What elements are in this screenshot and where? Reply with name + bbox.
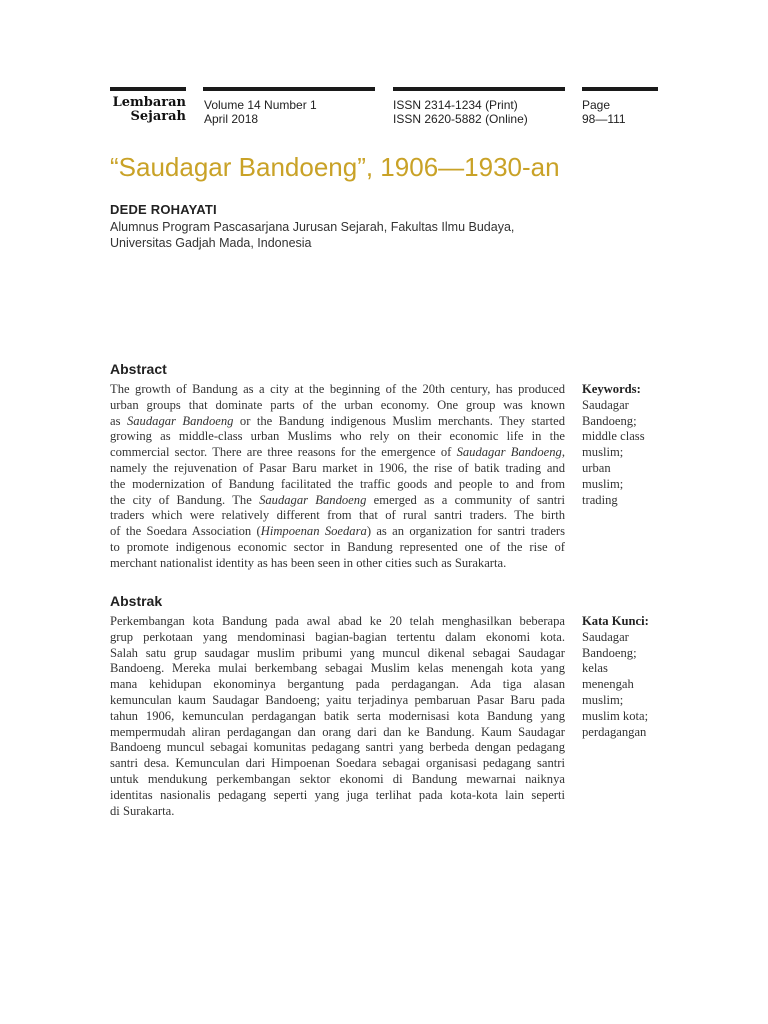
keyword-line: trading — [582, 492, 618, 507]
issn-info — [393, 98, 528, 126]
page-range: 98—111 — [582, 112, 626, 126]
abstract-line: untuk mendukung perkembangan sektor ekonomi di Bandung mewarnai naiknya — [110, 771, 565, 786]
affiliation-line: Universitas Gadjah Mada, Indonesia — [110, 235, 312, 250]
keyword-line: muslim; — [582, 476, 624, 491]
abstract-line: santri desa. Kemunculan dari Himpoenan Soedara sebagai organisasi pedagang santri — [110, 756, 565, 771]
keyword-line: urban — [582, 460, 611, 475]
page-label: Page — [582, 98, 611, 112]
keyword-line: middle class — [582, 429, 645, 444]
affiliation-line: Alumnus Program Pascasarjana Jurusan Sejarah, Fakultas Ilmu Budaya, — [110, 220, 515, 234]
abstract-line: as Saudagar Bandoeng or the Bandung indigenous Muslim merchants. They started — [110, 413, 565, 428]
abstract-line: urban groups that dominate parts of the urban economy. One group was known — [110, 397, 565, 412]
header-rule-page — [582, 87, 658, 91]
issn-print: ISSN 2314-1234 (Print) — [393, 98, 518, 112]
abstract-line: The growth of Bandung as a city at the beginning of the 20th century, has produced — [110, 382, 565, 396]
journal-logo-line2: Sejarah — [130, 109, 186, 124]
keyword-line: muslim; — [582, 445, 624, 460]
issue-date: April 2018 — [204, 112, 259, 126]
keyword-line: menengah — [582, 677, 634, 692]
abstract-line: kemunculan kaum Saudagar Bandoeng; yaitu terjadinya pembaruan Pasar Baru pada — [110, 692, 565, 707]
abstract-body — [110, 382, 565, 572]
abstract-line: mempermudah aliran perdagangan dan orang dari dan ke Bandung. Kaum Saudagar — [110, 724, 565, 739]
keyword-line: muslim kota; — [582, 708, 649, 723]
abstract-line: the city of Bandung. The Saudagar Bandoeng emerged as a community of santri — [110, 492, 565, 507]
abstrak-body — [110, 614, 565, 819]
abstract-line: namely the rejuvenation of Pasar Baru market in 1906, the rise of batik trading and — [110, 460, 565, 475]
header-rule-volume — [203, 87, 375, 91]
abstract-line: tahun 1906, kemunculan perdagangan batik serta modernisasi kota Bandung yang — [110, 708, 565, 723]
keyword-line: Saudagar — [582, 629, 629, 644]
abstract-line: Salah satu grup saudagar muslim pribumi yang muncul dikenal sebagai Saudagar — [110, 645, 565, 660]
page-info — [582, 98, 626, 126]
abstract-line: to promote indigenous economic sector in Bandung represented one of the rise of — [110, 539, 565, 554]
abstract-line: Perkembangan kota Bandung pada awal abad ke 20 telah menghasilkan beberapa — [110, 614, 565, 628]
abstract-line: of the Soedara Association (Himpoenan Soedara) as an organization for santri traders — [110, 524, 566, 539]
article-title: “Saudagar Bandoeng”, 1906—1930-an — [110, 152, 560, 182]
abstract-line: Bandoeng muncul sebagai komunitas pedagang santri yang berbeda dengan pedagang — [110, 740, 565, 755]
keywords-heading: Keywords: — [582, 382, 641, 396]
abstract-keywords — [582, 382, 682, 508]
journal-logo — [110, 96, 186, 124]
issn-online: ISSN 2620-5882 (Online) — [393, 112, 528, 126]
abstract-line: di Surakarta. — [110, 803, 175, 818]
keyword-line: Bandoeng; — [582, 413, 637, 428]
abstract-line: mana kehidupan ekonominya bergantung pada perdagangan. Ada tiga alasan — [110, 677, 565, 692]
abstract-line: growing as middle-class urban Muslims who rely on their economic life in the — [110, 429, 565, 444]
abstrak-heading: Abstrak — [110, 593, 163, 609]
header-rule-issn — [393, 87, 565, 91]
volume-number: Volume 14 Number 1 — [204, 98, 317, 112]
journal-logo-line1: Lembaran — [112, 95, 186, 110]
volume-info — [204, 98, 317, 126]
abstract-heading: Abstract — [110, 361, 167, 377]
abstract-line: the modernization of Bandung facilitated the traffic goods and people to and from — [110, 476, 565, 491]
keyword-line: Bandoeng; — [582, 645, 637, 660]
abstract-line: commercial sector. There are three reasons for the emergence of Saudagar Bandoeng, — [110, 445, 565, 460]
abstract-line: traders which were relatively different from that of rural santri traders. The birth — [110, 508, 565, 523]
abstract-line: identitas nasionalis pedagang seperti yang juga terlihat pada kota-kota lain seperti — [110, 787, 565, 802]
author-name: DEDE ROHAYATI — [110, 202, 217, 217]
header-rule-logo — [110, 87, 186, 91]
keyword-line: kelas — [582, 661, 608, 676]
author-affiliation — [110, 220, 570, 251]
keyword-line: perdagangan — [582, 724, 647, 739]
abstract-line: Bandoeng. Mereka mulai berkembang sebagai Muslim kelas menengah kota yang — [110, 661, 565, 676]
keyword-line: Saudagar — [582, 397, 629, 412]
keyword-line: muslim; — [582, 692, 624, 707]
abstract-line: grup perkotaan yang mendominasi bagian-bagian tertentu dalam ekonomi kota. — [110, 629, 565, 644]
abstract-line: merchant nationalist identity as has been seen in other cities such as Surakarta. — [110, 555, 507, 570]
kata-kunci-heading: Kata Kunci: — [582, 614, 649, 628]
abstrak-keywords — [582, 614, 682, 740]
